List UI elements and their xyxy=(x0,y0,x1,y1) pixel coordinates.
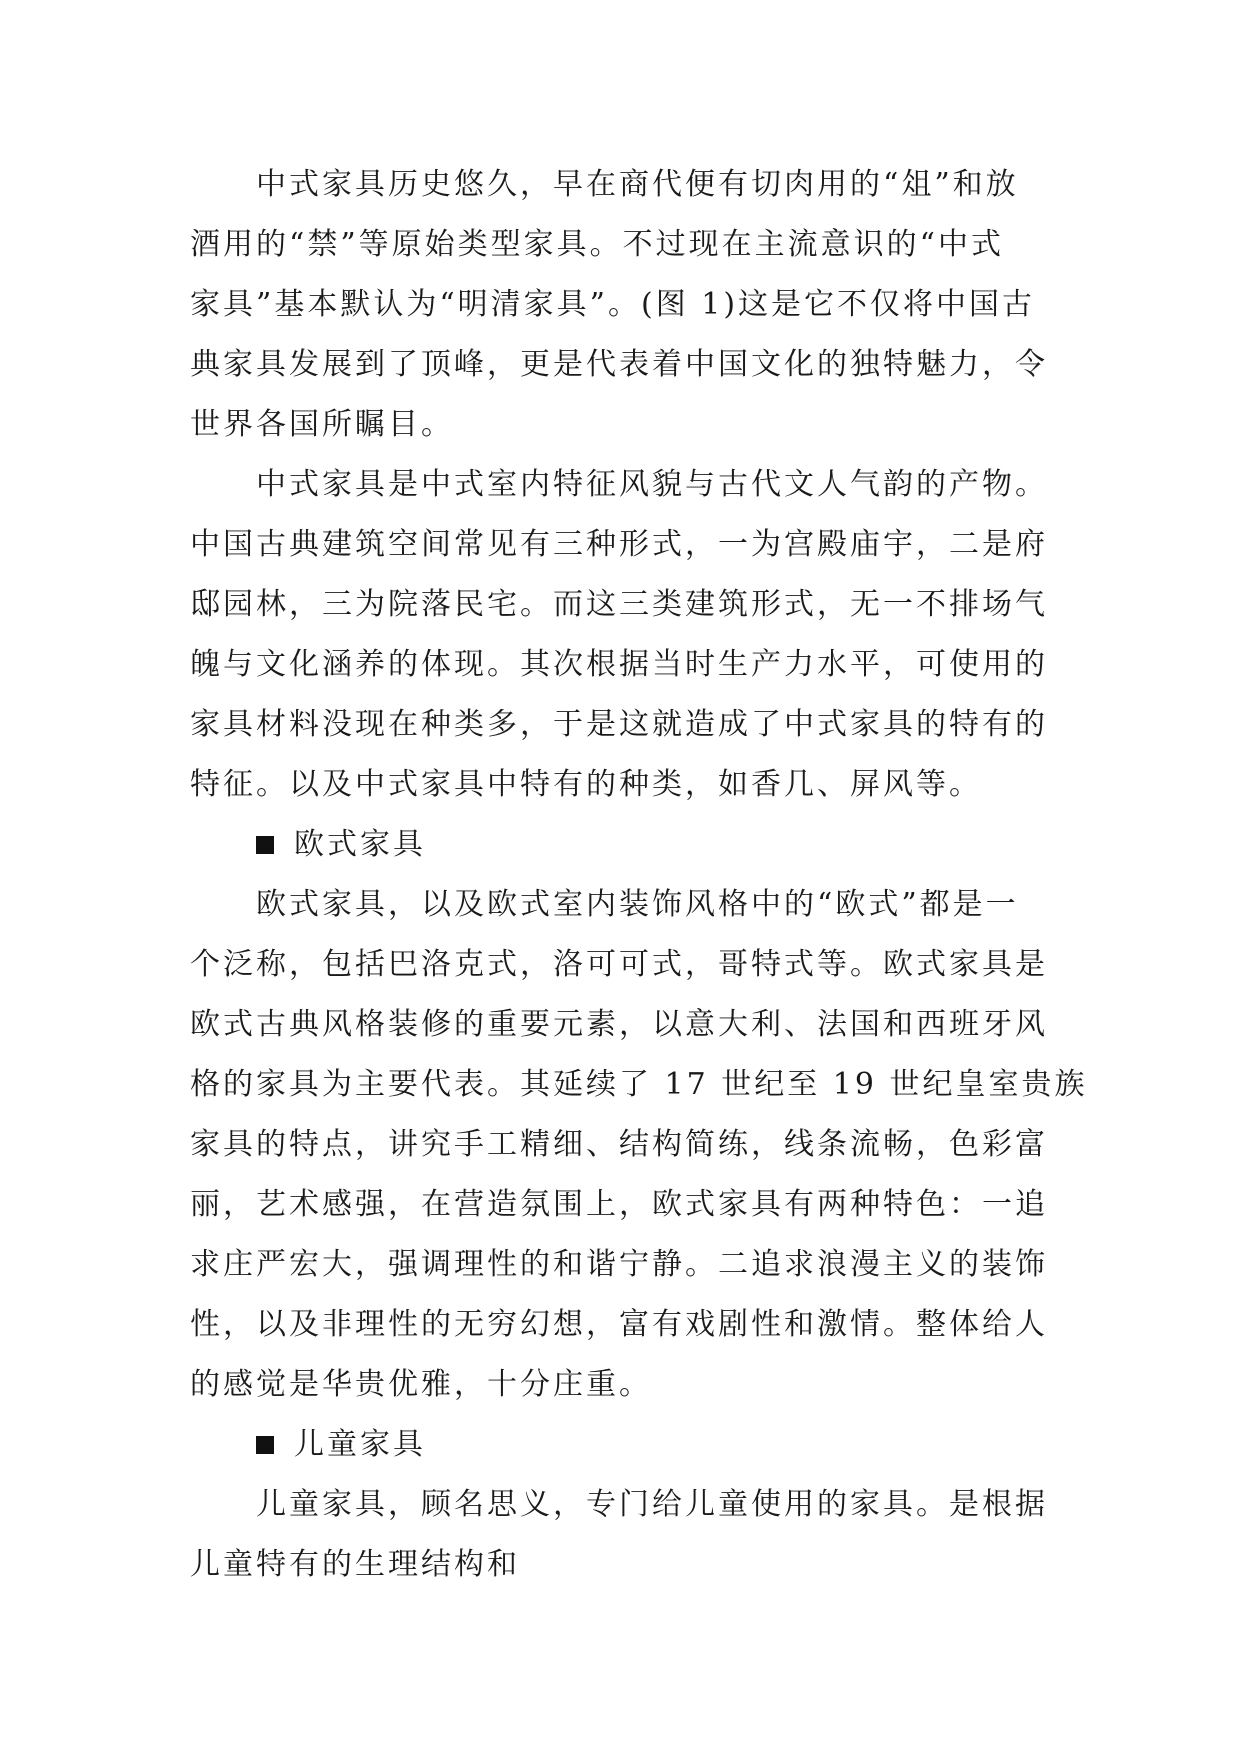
text-line: 格的家具为主要代表。其延续了 17 世纪至 19 世纪皇室贵族 xyxy=(190,1067,1088,1102)
text-line: 典家具发展到了顶峰，更是代表着中国文化的独特魅力，令 xyxy=(190,347,1048,382)
text-line: 欧式家具，以及欧式室内装饰风格中的“欧式”都是一 xyxy=(256,887,1019,922)
text-line: 酒用的“禁”等原始类型家具。不过现在主流意识的“中式 xyxy=(190,227,1005,262)
text-line: 欧式古典风格装修的重要元素，以意大利、法国和西班牙风 xyxy=(190,1007,1048,1042)
section-heading-children-furniture xyxy=(190,1415,1055,1475)
text-line: 家具的特点，讲究手工精细、结构简练，线条流畅，色彩富 xyxy=(190,1127,1048,1162)
black-square-bullet-icon xyxy=(256,836,274,854)
text-line: 丽，艺术感强，在营造氛围上，欧式家具有两种特色：一追 xyxy=(190,1187,1048,1222)
text-line: 中国古典建筑空间常见有三种形式，一为宫殿庙宇，二是府 xyxy=(190,527,1048,562)
document-body xyxy=(190,155,1088,1595)
text-line: 魄与文化涵养的体现。其次根据当时生产力水平，可使用的 xyxy=(190,647,1048,682)
text-line: 家具”基本默认为“明清家具”。(图 1)这是它不仅将中国古 xyxy=(190,287,1036,322)
text-line: 世界各国所瞩目。 xyxy=(190,407,454,442)
section-heading-text: 欧式家具 xyxy=(294,827,426,862)
text-line: 求庄严宏大，强调理性的和谐宁静。二追求浪漫主义的装饰 xyxy=(190,1247,1048,1282)
paragraph-european-furniture xyxy=(190,875,1088,1415)
section-heading-european-furniture xyxy=(190,815,1055,875)
section-heading-text: 儿童家具 xyxy=(294,1427,426,1462)
text-line: 的感觉是华贵优雅，十分庄重。 xyxy=(190,1367,652,1402)
text-line: 家具材料没现在种类多，于是这就造成了中式家具的特有的 xyxy=(190,707,1048,742)
text-line: 邸园林，三为院落民宅。而这三类建筑形式，无一不排场气 xyxy=(190,587,1048,622)
text-line: 中式家具是中式室内特征风貌与古代文人气韵的产物。 xyxy=(256,467,1048,502)
text-line: 个泛称，包括巴洛克式，洛可可式，哥特式等。欧式家具是 xyxy=(190,947,1048,982)
paragraph-children-furniture xyxy=(190,1475,1055,1595)
paragraph-chinese-furniture-history xyxy=(190,155,1055,455)
text-line: 儿童特有的生理结构和 xyxy=(190,1547,520,1582)
text-line: 特征。以及中式家具中特有的种类，如香几、屏风等。 xyxy=(190,767,982,802)
text-line: 儿童家具，顾名思义，专门给儿童使用的家具。是根据 xyxy=(256,1487,1048,1522)
text-line: 性，以及非理性的无穷幻想，富有戏剧性和激情。整体给人 xyxy=(190,1307,1048,1342)
paragraph-chinese-furniture-features xyxy=(190,455,1055,815)
black-square-bullet-icon xyxy=(256,1436,274,1454)
text-line: 中式家具历史悠久，早在商代便有切肉用的“俎”和放 xyxy=(256,167,1019,202)
